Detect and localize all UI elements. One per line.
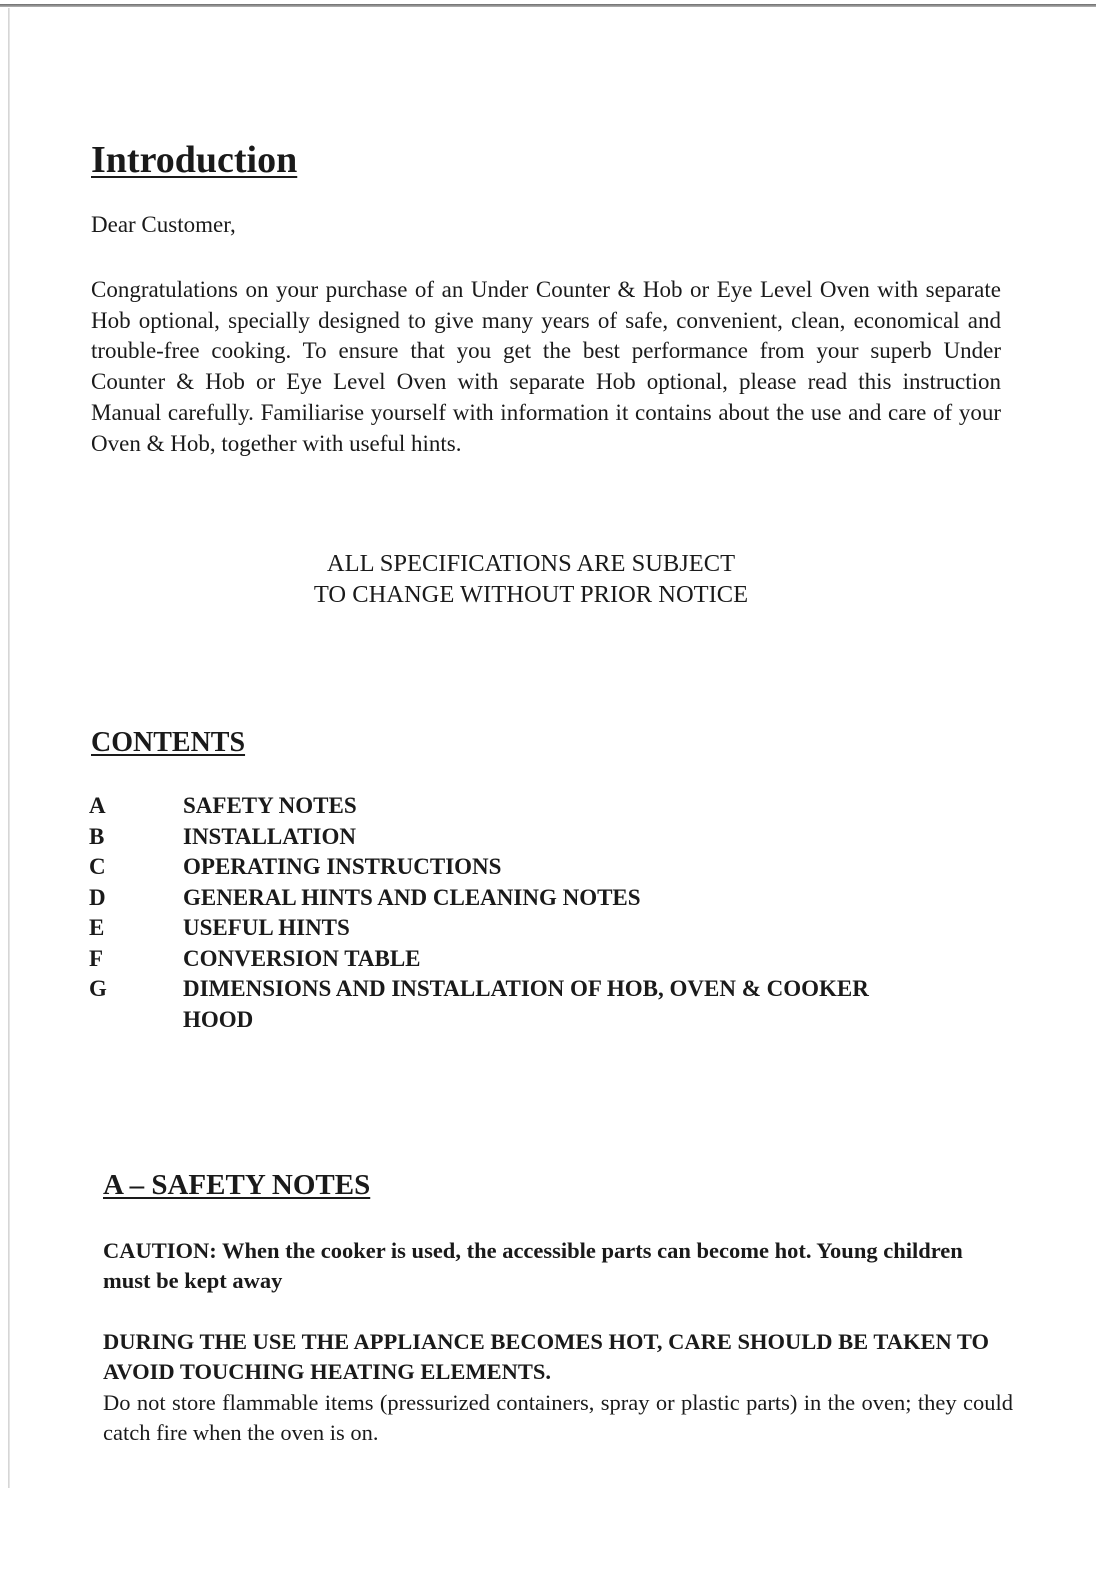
contents-item: [89, 852, 923, 883]
contents-list: [89, 791, 923, 1035]
contents-item-letter: A: [89, 793, 106, 818]
contents-item: [89, 883, 923, 914]
specifications-notice: [200, 548, 862, 610]
heating-warning-text: DURING THE USE THE APPLIANCE BECOMES HOT, CARE SHOULD BE TAKEN TO AVOID TOUCHING HEATING ELEMENTS.: [103, 1329, 990, 1384]
contents-item-title: INSTALLATION: [183, 823, 356, 849]
introduction-heading: Introduction: [91, 139, 298, 181]
contents-item-title: GENERAL HINTS AND CLEANING NOTES: [183, 884, 641, 910]
contents-item: [89, 974, 923, 1035]
contents-item-title: USEFUL HINTS: [183, 915, 350, 940]
contents-heading: CONTENTS: [91, 727, 246, 758]
contents-item-letter: D: [89, 884, 106, 910]
contents-item: [89, 944, 923, 975]
contents-item-letter: C: [89, 854, 106, 879]
contents-item: [89, 791, 923, 822]
contents-item-letter: G: [89, 976, 107, 1001]
contents-item: [89, 913, 923, 944]
scan-left-border: [8, 8, 10, 1488]
safety-notes-heading: A – SAFETY NOTES: [103, 1169, 371, 1201]
caution-text: CAUTION: When the cooker is used, the accessible parts can become hot. Young children must be kept away: [103, 1238, 963, 1293]
notice-line-2: TO CHANGE WITHOUT PRIOR NOTICE: [313, 581, 749, 608]
scan-top-border: [0, 4, 1096, 7]
contents-item-title: CONVERSION TABLE: [183, 945, 421, 971]
contents-item: [89, 822, 923, 853]
contents-item-letter: B: [89, 823, 105, 849]
introduction-paragraph: Congratulations on your purchase of an Under Counter & Hob or Eye Level Oven with separate Hob optional, specially designed to give many years of safe, convenient, clean, economical and trouble-free cooking. To ensure that you get the best performance from your superb Under Counter & Hob or Eye Level Oven with separate Hob optional, please read this instruction Manual carefully. Familiarise yourself with information it contains about the use and care of your Oven & Hob, together with useful hints.: [91, 277, 1001, 456]
contents-item-title: DIMENSIONS AND INSTALLATION OF HOB, OVEN & COOKER HOOD: [183, 976, 869, 1032]
contents-item-letter: F: [89, 945, 104, 971]
contents-item-title: OPERATING INSTRUCTIONS: [183, 854, 502, 879]
contents-item-letter: E: [89, 915, 105, 940]
contents-item-title: SAFETY NOTES: [183, 793, 357, 818]
notice-line-1: ALL SPECIFICATIONS ARE SUBJECT: [326, 550, 736, 577]
flammable-items-text: Do not store flammable items (pressurized containers, spray or plastic parts) in the oven; they could catch fire when the oven is on.: [103, 1390, 1013, 1445]
salutation: Dear Customer,: [91, 212, 236, 237]
